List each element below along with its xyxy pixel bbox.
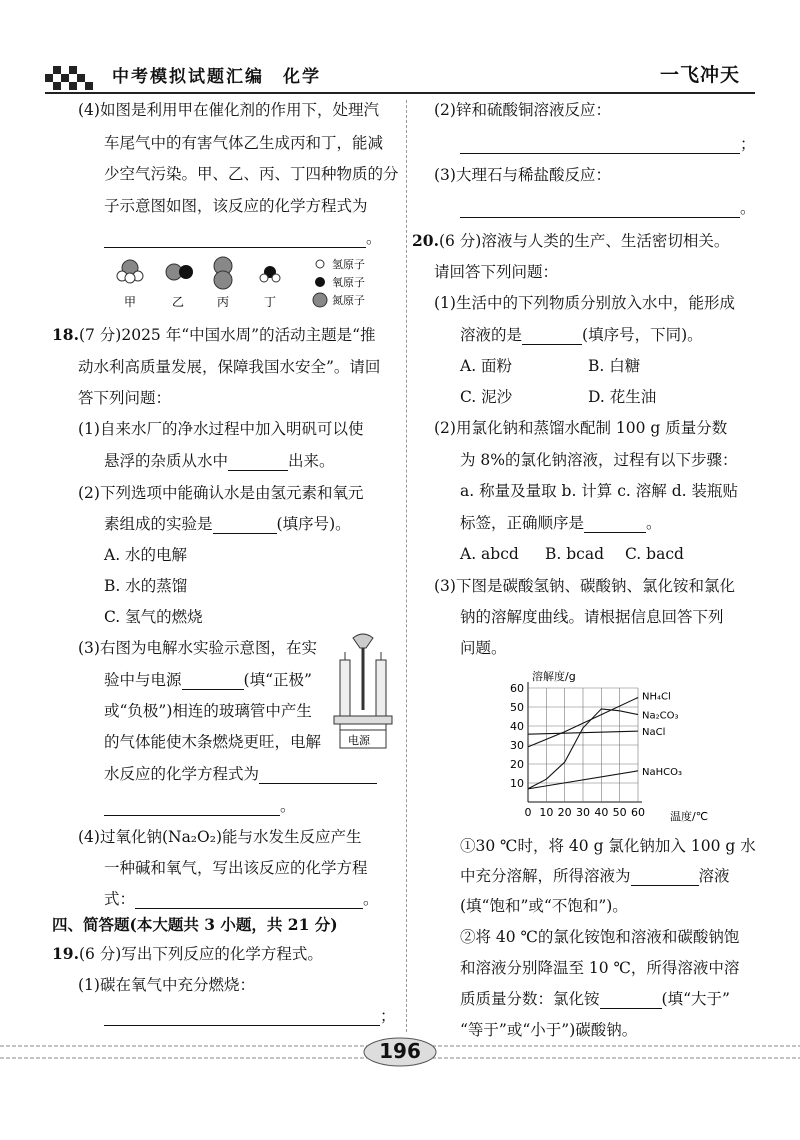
header-logo-checker-icon	[45, 60, 103, 90]
q18-option-b: B. 水的蒸馏	[104, 577, 188, 595]
q18-p3b-post: (填“正极”	[243, 671, 312, 689]
q18-p2b	[104, 514, 351, 534]
q19-p1-end: ；	[380, 1007, 396, 1025]
chart-x-tick: 50	[612, 806, 627, 819]
q20-p2-opt-c: C. bacd	[625, 545, 684, 563]
q19-3: (3)大理石与稀盐酸反应：	[434, 166, 611, 184]
q20-s1a: ①30 ℃时，将 40 g 氯化钠加入 100 g 水	[460, 837, 756, 855]
q18-p4a: (4)过氧化钠(Na₂O₂)能与水发生反应产生	[78, 828, 362, 846]
chart-x-tick: 20	[557, 806, 572, 819]
q20-opt-d: D. 花生油	[588, 388, 657, 406]
q17-4-line3: 少空气污染。甲、乙、丙、丁四种物质的分	[104, 165, 399, 183]
chart-legend-NH4Cl: NH₄Cl	[642, 691, 671, 703]
brand-logo-text: 一飞冲天	[660, 64, 741, 86]
q20-head	[412, 231, 729, 251]
answer-blank[interactable]	[259, 767, 377, 784]
legend-hydrogen-icon	[316, 260, 324, 268]
section-4-title: 四、简答题(本大题共 3 小题，共 21 分)	[52, 915, 338, 934]
chart-legend-NaHCO3: NaHCO₃	[642, 766, 682, 778]
chart-y-tick: 60	[510, 682, 524, 695]
chart-y-tick: 30	[510, 739, 524, 752]
q20-head-text: (6 分)溶液与人类的生产、生活密切相关。	[438, 232, 730, 250]
q20-p2d	[460, 513, 662, 533]
q17-4-line2: 车尾气中的有害气体乙生成丙和丁，能减	[104, 134, 384, 152]
q18-p3a: (3)右图为电解水实验示意图，在实	[78, 639, 317, 657]
q18-p3f-end: 。	[280, 797, 296, 815]
q17-4-line1: (4)如图是利用甲在催化剂的作用下，处理汽	[78, 101, 379, 119]
q20-p2c: a. 称量及量取 b. 计算 c. 溶解 d. 装瓶贴	[460, 482, 738, 500]
page-number: 196	[379, 1039, 421, 1063]
chart-ticks	[510, 682, 645, 819]
q19-number: 19.	[52, 944, 79, 963]
q20-p2-opt-b: B. bcad	[545, 545, 605, 563]
q18-option-a: A. 水的电解	[104, 546, 188, 564]
q18-option-c: C. 氢气的燃烧	[104, 608, 203, 626]
q18-line3: 答下列问题：	[78, 389, 172, 407]
molecule-diagram	[110, 256, 400, 310]
q19-head	[52, 944, 323, 964]
chart-x-tick: 10	[539, 806, 554, 819]
molecule-label-bing: 丙	[217, 295, 230, 309]
q20-s2a: ②将 40 ℃的氯化铵饱和溶液和碳酸钠饱	[460, 928, 740, 946]
header-rule	[45, 92, 755, 94]
chart-legend-Na2CO3: Na₂CO₃	[642, 710, 679, 722]
solubility-chart	[500, 668, 740, 828]
chart-x-tick: 40	[594, 806, 609, 819]
answer-blank[interactable]	[135, 892, 363, 909]
answer-blank[interactable]	[213, 517, 277, 534]
chart-x-tick: 0	[524, 806, 532, 819]
column-divider	[406, 100, 407, 1032]
q20-p1b-pre: 溶液的是	[460, 326, 523, 344]
q18-p3e	[104, 764, 377, 784]
q20-s2c-pre: 质质量分数：氯化铵	[460, 990, 600, 1008]
q20-number: 20.	[412, 231, 439, 250]
q20-opt-c: C. 泥沙	[460, 388, 513, 406]
molecule-label-yi: 乙	[172, 295, 185, 309]
answer-blank[interactable]	[460, 201, 740, 218]
q17-4-answer-line	[104, 228, 382, 248]
q20-l2: 请回答下列问题：	[434, 263, 559, 281]
q18-head-text: (7 分)2025 年“中国水周”的活动主题是“推	[78, 326, 376, 344]
q19-head-text: (6 分)写出下列反应的化学方程式。	[78, 945, 323, 963]
molecule-jia-icon	[117, 260, 143, 283]
q20-opt-b: B. 白糖	[588, 357, 641, 375]
header-title: 中考模拟试题汇编 化学	[112, 67, 321, 87]
q19-3-answer	[460, 198, 756, 218]
q20-s1b-post: 溶液	[698, 867, 730, 885]
chart-grid	[528, 682, 642, 802]
q20-p2a: (2)用氯化钠和蒸馏水配制 100 g 质量分数	[434, 419, 728, 437]
legend-nitrogen: 氮原子	[332, 294, 365, 307]
q20-p1b	[460, 325, 703, 345]
q20-p2b: 为 8%的氯化钠溶液，过程有以下步骤：	[460, 451, 738, 469]
q18-p3b-pre: 验中与电源	[104, 671, 182, 689]
q18-p3d: 的气体能使木条燃烧更旺，电解	[104, 733, 322, 751]
q17-4-line4: 子示意图如图，该反应的化学方程式为	[104, 197, 368, 215]
q18-p4c-text: 式：	[104, 890, 136, 908]
molecule-ding-icon	[260, 266, 280, 282]
q18-p1b-post: 出来。	[288, 452, 335, 470]
molecule-yi-icon	[166, 264, 193, 280]
answer-blank[interactable]	[631, 869, 699, 886]
chart-y-tick: 10	[510, 777, 524, 790]
q18-number: 18.	[52, 325, 79, 344]
q18-p1b-pre: 悬浮的杂质从水中	[104, 452, 229, 470]
q20-s2b: 和溶液分别降温至 10 ℃，所得溶液中溶	[460, 959, 740, 977]
q18-p1b	[104, 451, 335, 471]
q20-p2d-post: 。	[646, 514, 662, 532]
answer-blank[interactable]	[584, 516, 646, 533]
q19-2-end: ；	[740, 135, 756, 153]
q20-s2c-post: (填“大于”	[661, 990, 730, 1008]
q20-p3a: (3)下图是碳酸氢钠、碳酸钠、氯化铵和氯化	[434, 577, 735, 595]
q18-p3f	[104, 796, 296, 816]
q19-p1-answer	[104, 1006, 396, 1026]
q18-line2: 动水利高质量发展，保障我国水安全”。请回	[78, 358, 381, 376]
chart-legend-NaCl: NaCl	[642, 727, 666, 739]
q18-p4b: 一种碱和氧气，写出该反应的化学方程	[104, 859, 368, 877]
legend-oxygen: 氧原子	[332, 276, 365, 289]
chart-y-tick: 40	[510, 720, 524, 733]
q18-p3b	[104, 670, 312, 690]
answer-blank[interactable]	[460, 137, 740, 154]
answer-blank[interactable]	[104, 231, 366, 248]
q18-p3e-text: 水反应的化学方程式为	[104, 765, 260, 783]
chart-y-tick: 20	[510, 758, 524, 771]
q19-2: (2)锌和硫酸铜溶液反应：	[434, 101, 611, 119]
answer-blank[interactable]	[228, 454, 288, 471]
q19-p1: (1)碳在氧气中充分燃烧：	[78, 976, 255, 994]
q18-p4c	[104, 889, 379, 909]
q18-p4d-end: 。	[363, 890, 379, 908]
power-label: 电源	[348, 734, 370, 747]
chart-x-tick: 60	[631, 806, 645, 819]
answer-blank[interactable]	[104, 799, 280, 816]
q20-s2d: “等于”或“小于”)碳酸钠。	[460, 1021, 638, 1039]
q18-p2b-pre: 素组成的实验是	[104, 515, 213, 533]
chart-xlabel: 温度/℃	[670, 810, 709, 823]
q20-p3b: 钠的溶解度曲线。请根据信息回答下列	[460, 608, 724, 626]
legend-hydrogen: 氢原子	[332, 258, 365, 271]
q18-p3c: 或“负极”)相连的玻璃管中产生	[104, 702, 312, 720]
q20-p1b-post: (填序号，下同)。	[582, 326, 703, 344]
q20-p3c: 问题。	[460, 639, 507, 657]
legend-nitrogen-icon	[313, 293, 327, 307]
molecule-bing-icon	[214, 257, 232, 289]
answer-blank[interactable]	[600, 992, 662, 1009]
q19-2-answer	[460, 134, 756, 154]
q20-p2d-pre: 标签，正确顺序是	[460, 514, 585, 532]
q20-p1: (1)生活中的下列物质分别放入水中，能形成	[434, 294, 735, 312]
q17-4-end: 。	[366, 229, 382, 247]
q19-3-end: 。	[740, 199, 756, 217]
molecule-label-jia: 甲	[124, 295, 137, 309]
answer-blank[interactable]	[104, 1009, 380, 1026]
q20-s2c	[460, 989, 730, 1009]
electrolysis-apparatus	[328, 630, 398, 760]
q20-s1b-pre: 中充分溶解，所得溶液为	[460, 867, 631, 885]
q18-p1: (1)自来水厂的净水过程中加入明矾可以使	[78, 420, 364, 438]
q18-head	[52, 325, 376, 345]
molecule-label-ding: 丁	[264, 295, 277, 309]
q18-p2b-post: (填序号)。	[276, 515, 351, 533]
legend-oxygen-icon	[315, 277, 325, 287]
chart-series	[528, 692, 682, 789]
answer-blank[interactable]	[522, 328, 582, 345]
q20-opt-a: A. 面粉	[460, 357, 513, 375]
q18-p2: (2)下列选项中能确认水是由氢元素和氧元	[78, 484, 364, 502]
q20-s1c: (填“饱和”或“不饱和”)。	[460, 897, 628, 915]
chart-y-tick: 50	[510, 701, 524, 714]
q20-p2-opt-a: A. abcd	[460, 545, 519, 563]
chart-x-tick: 30	[576, 806, 590, 819]
q20-s1b	[460, 866, 730, 886]
answer-blank[interactable]	[182, 673, 244, 690]
chart-ylabel: 溶解度/g	[532, 670, 576, 683]
